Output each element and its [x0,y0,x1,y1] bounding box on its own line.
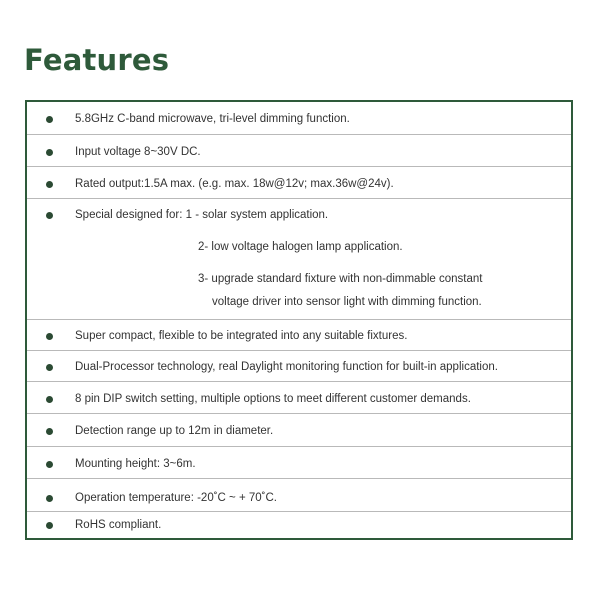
feature-row [27,414,571,447]
feature-row [27,320,571,351]
feature-text: Rated output:1.5A max. (e.g. max. 18w@12v; max.36w@24v). [75,178,394,190]
bullet-icon [46,461,53,468]
feature-text: Input voltage 8~30V DC. [75,146,201,158]
bullet-icon [46,428,53,435]
bullet-icon [46,149,53,156]
bullet-icon [46,116,53,123]
feature-text: 5.8GHz C-band microwave, tri-level dimming function. [75,113,350,125]
feature-row [27,351,571,382]
feature-text: Special designed for: 1 - solar system application. [75,209,329,221]
feature-row [27,135,571,167]
bullet-icon [46,364,53,371]
feature-text: Mounting height: 3~6m. [75,458,196,470]
feature-text: Operation temperature: -20˚C ~ + 70˚C. [75,492,277,504]
feature-row [27,512,571,538]
bullet-icon [46,522,53,529]
feature-row [27,479,571,512]
bullet-icon [46,495,53,502]
feature-text: Detection range up to 12m in diameter. [75,425,274,437]
feature-row [27,102,571,135]
feature-text-line: 3- upgrade standard fixture with non-dimmable constant [198,273,483,285]
bullet-icon [46,181,53,188]
feature-text-line: voltage driver into sensor light with dimming function. [212,296,482,308]
page-title: Features [24,43,170,77]
feature-row [27,382,571,414]
bullet-icon [46,396,53,403]
feature-row [27,199,571,320]
features-table [25,100,573,540]
bullet-icon [46,212,53,219]
feature-row [27,167,571,199]
bullet-icon [46,333,53,340]
feature-text: Dual-Processor technology, real Daylight monitoring function for built-in application. [75,361,498,373]
feature-text: 8 pin DIP switch setting, multiple options to meet different customer demands. [75,393,471,405]
feature-row [27,447,571,479]
feature-text: Super compact, flexible to be integrated into any suitable fixtures. [75,330,408,342]
feature-text-line: 2- low voltage halogen lamp application. [198,241,403,253]
feature-text: RoHS compliant. [75,519,162,531]
